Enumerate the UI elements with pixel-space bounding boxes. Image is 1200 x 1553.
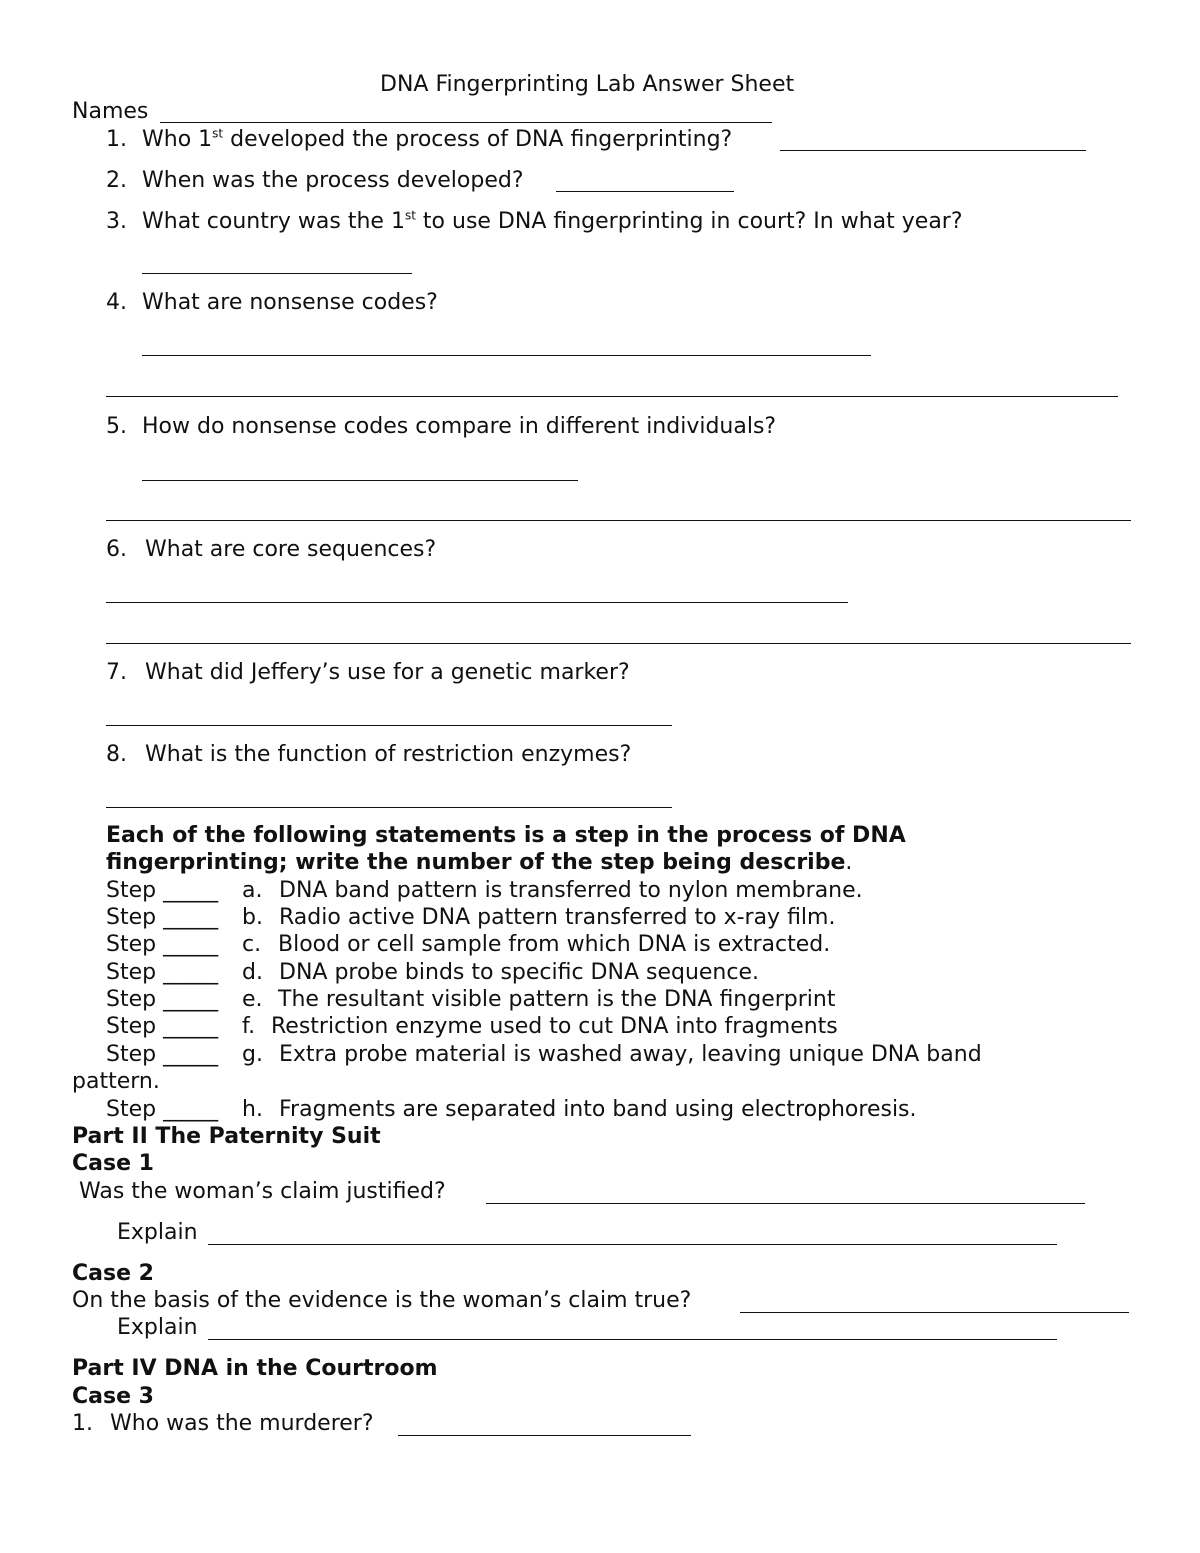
step-letter-g: g.	[242, 1042, 263, 1067]
question-6-answer-line-1[interactable]	[106, 602, 848, 603]
question-4-number: 4.	[106, 290, 127, 315]
question-6-text: What are core sequences?	[145, 537, 437, 562]
question-6-number: 6.	[106, 537, 127, 562]
step-text-g: Extra probe material is washed away, leaving unique DNA band	[279, 1042, 982, 1067]
step-text-a: DNA band pattern is transferred to nylon membrane.	[279, 878, 863, 903]
question-1-answer-line[interactable]	[780, 150, 1086, 151]
case-2-explain-line[interactable]	[208, 1339, 1057, 1340]
step-prefix-d: Step _____	[106, 960, 219, 985]
question-7-answer-line[interactable]	[106, 725, 672, 726]
case-2-question: On the basis of the evidence is the woman’s claim true?	[72, 1288, 692, 1313]
case-1-explain-line[interactable]	[208, 1244, 1057, 1245]
case-2-answer-line[interactable]	[740, 1312, 1129, 1313]
step-prefix-h: Step _____	[106, 1097, 219, 1122]
step-prefix-f: Step _____	[106, 1014, 219, 1039]
question-6-answer-line-2[interactable]	[106, 643, 1131, 644]
case-1-label: Case 1	[72, 1151, 154, 1176]
part-2-heading: Part II The Paternity Suit	[72, 1124, 381, 1149]
question-4-answer-line-2[interactable]	[106, 396, 1118, 397]
step-text-h: Fragments are separated into band using electrophoresis.	[279, 1097, 917, 1122]
names-answer-line[interactable]	[160, 122, 772, 123]
question-3-text: What country was the 1st to use DNA fingerprinting in court? In what year?	[142, 208, 963, 234]
case-1-answer-line[interactable]	[486, 1203, 1085, 1204]
question-5-answer-line-2[interactable]	[106, 520, 1131, 521]
question-2-answer-line[interactable]	[556, 191, 734, 192]
step-letter-d: d.	[242, 960, 263, 985]
step-prefix-a: Step _____	[106, 878, 219, 903]
case-3-question: Who was the murderer?	[110, 1411, 374, 1436]
question-5-text: How do nonsense codes compare in different individuals?	[142, 414, 777, 439]
question-1-text: Who 1st developed the process of DNA fingerprinting?	[142, 126, 733, 152]
step-text-d: DNA probe binds to specific DNA sequence.	[279, 960, 760, 985]
question-2-text: When was the process developed?	[142, 168, 524, 193]
question-4-text: What are nonsense codes?	[142, 290, 438, 315]
steps-heading-line-2: fingerprinting; write the number of the step being describe.	[106, 850, 853, 875]
step-prefix-g: Step _____	[106, 1042, 219, 1067]
case-1-explain-label: Explain	[117, 1220, 198, 1245]
step-prefix-c: Step _____	[106, 932, 219, 957]
step-letter-a: a.	[242, 878, 263, 903]
names-label: Names	[72, 99, 149, 124]
step-prefix-e: Step _____	[106, 987, 219, 1012]
part-4-heading: Part IV DNA in the Courtroom	[72, 1356, 438, 1381]
question-3-answer-line[interactable]	[142, 273, 412, 274]
step-letter-f: f.	[242, 1014, 256, 1039]
case-2-explain-label: Explain	[117, 1315, 198, 1340]
question-4-answer-line-1[interactable]	[142, 355, 871, 356]
question-7-number: 7.	[106, 660, 127, 685]
question-3-number: 3.	[106, 209, 127, 234]
question-8-text: What is the function of restriction enzymes?	[145, 742, 632, 767]
step-text-b: Radio active DNA pattern transferred to x-ray film.	[279, 905, 836, 930]
question-5-number: 5.	[106, 414, 127, 439]
case-2-label: Case 2	[72, 1261, 154, 1286]
step-prefix-b: Step _____	[106, 905, 219, 930]
case-1-question: Was the woman’s claim justified?	[79, 1179, 446, 1204]
case-3-number: 1.	[72, 1411, 93, 1436]
case-3-answer-line[interactable]	[398, 1435, 691, 1436]
step-letter-h: h.	[242, 1097, 263, 1122]
question-1-number: 1.	[106, 127, 127, 152]
step-letter-e: e.	[242, 987, 263, 1012]
step-text-e: The resultant visible pattern is the DNA fingerprint	[278, 987, 836, 1012]
case-3-label: Case 3	[72, 1384, 154, 1409]
question-7-text: What did Jeffery’s use for a genetic marker?	[145, 660, 630, 685]
steps-heading-line-1: Each of the following statements is a step in the process of DNA	[106, 823, 906, 848]
step-text-c: Blood or cell sample from which DNA is extracted.	[278, 932, 831, 957]
question-2-number: 2.	[106, 168, 127, 193]
question-8-number: 8.	[106, 742, 127, 767]
step-letter-b: b.	[242, 905, 263, 930]
question-8-answer-line[interactable]	[106, 807, 672, 808]
question-5-answer-line-1[interactable]	[142, 480, 578, 481]
page-title: DNA Fingerprinting Lab Answer Sheet	[380, 72, 795, 97]
step-letter-c: c.	[242, 932, 262, 957]
step-text-g-continuation: pattern.	[72, 1069, 160, 1094]
step-text-f: Restriction enzyme used to cut DNA into fragments	[271, 1014, 838, 1039]
